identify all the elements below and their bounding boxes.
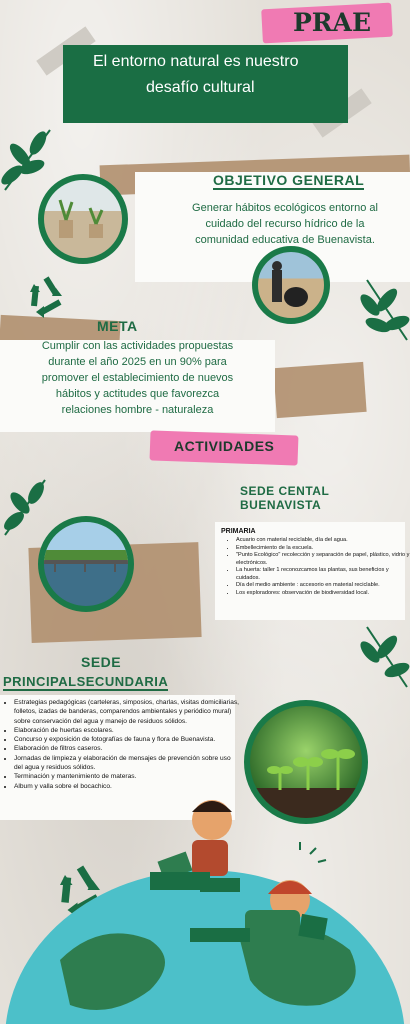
list-item: • Jornadas de limpieza y elaboración de mensajes de prevención sobre uso del agua y residuos sólidos. <box>14 754 239 773</box>
list-item: • Terminación y mantenimiento de materas. <box>14 772 239 781</box>
sede-central-subheading: PRIMARIA <box>221 528 256 535</box>
meta-text: Cumplir con las actividades propuestas durante el año 2025 en un 90% para promover el establecimiento de nuevos hábitos y actitudes que favorezca relaciones hombre - naturaleza <box>41 340 234 416</box>
photo-cleanup-circle <box>252 246 330 324</box>
cleanup-person-icon <box>258 252 324 318</box>
potted-plants-icon <box>44 180 122 258</box>
sede-central-list <box>224 537 410 597</box>
objetivo-heading: OBJETIVO GENERAL <box>213 172 365 188</box>
photo-plants-circle <box>38 174 128 264</box>
objetivo-text: Generar hábitos ecológicos entorno al cuidado del recurso hídrico de la comunidad educativa de Buenavista. <box>192 202 378 246</box>
list-item: • Album y valla sobre el bocachico. <box>14 782 239 791</box>
globe-kids-illustration <box>0 790 410 1024</box>
sede-principal-heading-2: PRINCIPALSECUNDARIA <box>3 674 169 689</box>
list-item: • Embellecimiento de la escuela. <box>236 545 410 553</box>
leaf-branch-icon <box>0 125 60 195</box>
list-item: • Estrategias pedagógicas (carteleras, simposios, charlas, visitas domiciliarias, folletos, izadas de banderas, comparendos ambientales y periódico mural) sobre conservación del agua y manejo de residuos sólidos. <box>14 698 239 726</box>
kraft-strip-right <box>273 362 366 418</box>
actividades-heading: ACTIVIDADES <box>174 438 275 454</box>
sede-central-heading: SEDE CENTAL BUENAVISTA <box>240 484 330 512</box>
list-item: • Acuario con material reciclable, día del agua. <box>236 537 410 545</box>
recycle-icon <box>22 272 70 320</box>
sede-principal-list <box>2 698 239 791</box>
list-item: • "Punto Ecológico" recolección y separación de papel, plástico, vidrio y electrónicos. <box>236 552 410 567</box>
meta-heading: META <box>97 318 138 334</box>
photo-bridge-circle <box>38 516 134 612</box>
leaf-branch-lower-right-icon <box>352 622 410 692</box>
list-item: • Elaboración de huertas escolares. <box>14 726 239 735</box>
list-item: • Los exploradores: observación de biodiversidad local. <box>236 590 410 598</box>
title-line-2: desafío cultural <box>146 79 255 96</box>
list-item: • La huerta: taller 1 reconozcamos las plantas, sus beneficios y cuidados. <box>236 567 410 582</box>
title-banner <box>63 45 348 123</box>
badge-title: PRAE <box>292 8 372 37</box>
bridge-icon <box>44 522 128 606</box>
title-line-1: El entorno natural es nuestro <box>93 53 299 70</box>
list-item: • Elaboración de filtros caseros. <box>14 744 239 753</box>
leaf-branch-right-icon <box>352 275 410 345</box>
sede-principal-heading-1: SEDE <box>81 654 122 670</box>
leaf-branch-left-icon <box>0 475 55 540</box>
list-item: • Concurso y exposición de fotografías de fauna y flora de Buenavista. <box>14 735 239 744</box>
list-item: • Día del medio ambiente : accesorio en material reciclable. <box>236 582 410 590</box>
